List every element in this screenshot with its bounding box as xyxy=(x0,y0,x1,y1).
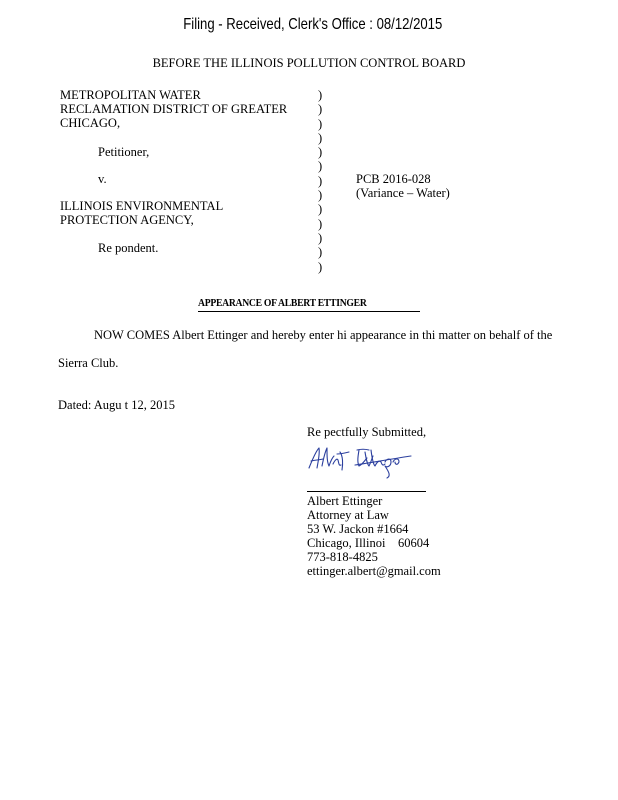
phone-number: 773-818-4825 xyxy=(307,550,378,564)
filing-stamp: Filing - Received, Clerk's Office : 08/12/2015 xyxy=(183,16,443,33)
petitioner-role: Petitioner, xyxy=(98,145,150,159)
respondent-name-line-1: ILLINOIS ENVIRONMENTAL xyxy=(60,199,224,213)
caption-parentheses: ) ) ) ) ) ) ) ) ) ) ) ) ) xyxy=(318,88,323,274)
respondent-name-line-2: PROTECTION AGENCY, xyxy=(60,213,194,227)
case-number: PCB 2016-028 xyxy=(356,172,431,186)
handwritten-signature xyxy=(305,440,415,480)
signature-line xyxy=(307,491,426,492)
title-underline xyxy=(198,311,420,312)
case-type: (Variance – Water) xyxy=(356,186,450,200)
email-address: ettinger.albert@gmail.com xyxy=(307,564,441,578)
address-line-1: 53 W. Jackon #1664 xyxy=(307,522,409,536)
closing: Re pectfully Submitted, xyxy=(307,425,427,439)
petitioner-name-line-2: RECLAMATION DISTRICT OF GREATER xyxy=(60,102,288,116)
document-title: APPEARANCE OF ALBERT ETTINGER xyxy=(198,298,367,309)
body-line-1: NOW COMES Albert Ettinger and hereby enter hi appearance in thi matter on behalf of the xyxy=(94,328,553,342)
versus: v. xyxy=(98,172,107,186)
signer-name: Albert Ettinger xyxy=(307,494,383,508)
board-heading: BEFORE THE ILLINOIS POLLUTION CONTROL BOARD xyxy=(152,56,466,70)
address-line-2: Chicago, Illinoi 60604 xyxy=(307,536,430,550)
respondent-role: Re pondent. xyxy=(98,241,159,255)
signer-role: Attorney at Law xyxy=(307,508,389,522)
date-line: Dated: Augu t 12, 2015 xyxy=(58,398,176,412)
petitioner-name-line-3: CHICAGO, xyxy=(60,116,121,130)
petitioner-name-line-1: METROPOLITAN WATER xyxy=(60,88,201,102)
body-line-2: Sierra Club. xyxy=(58,356,119,370)
